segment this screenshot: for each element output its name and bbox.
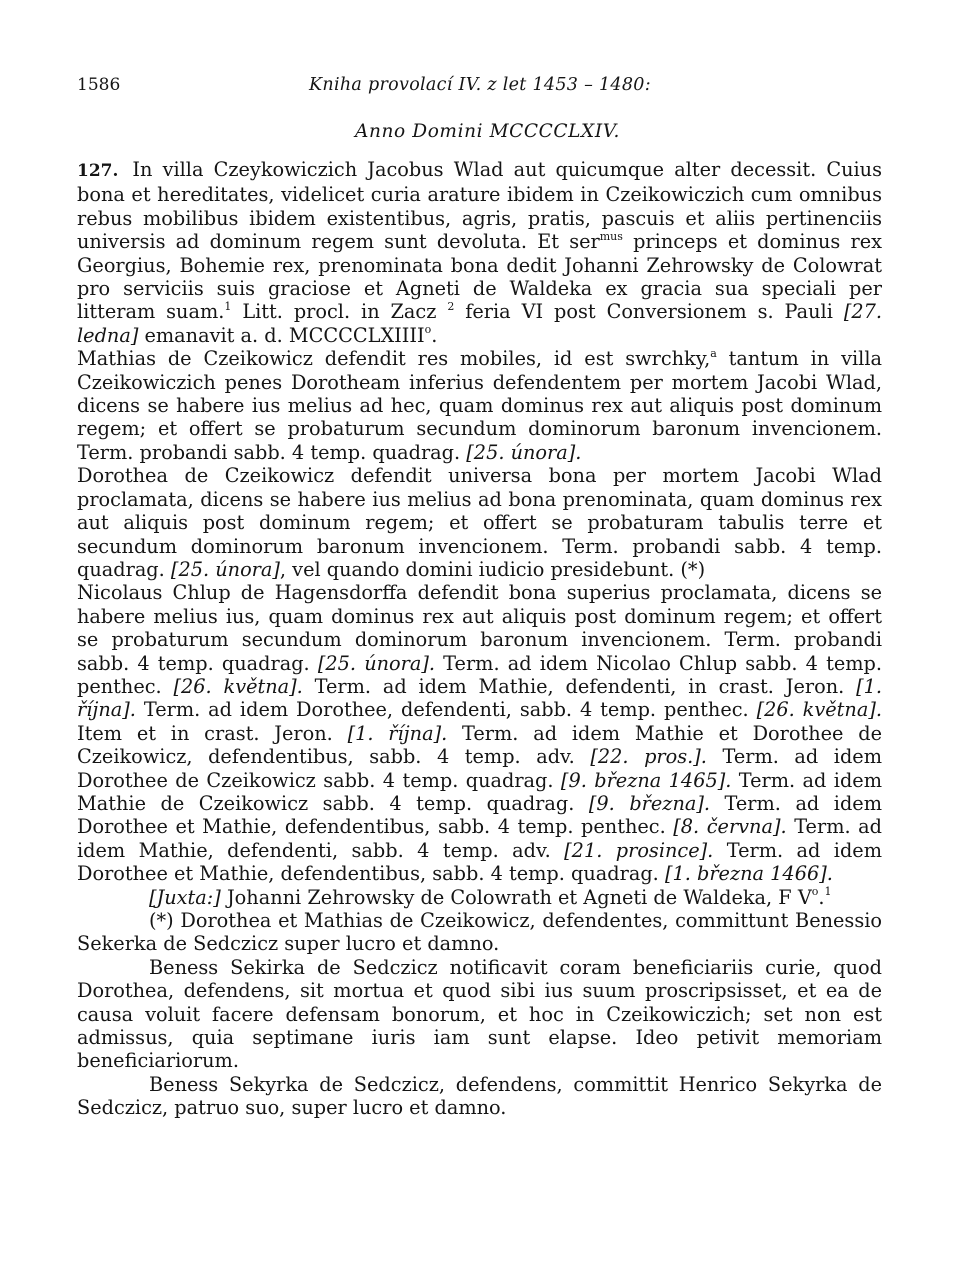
- date-annotation: [25. února].: [317, 651, 436, 675]
- page-header: [77, 70, 882, 110]
- date-annotation: [1. října].: [77, 674, 882, 722]
- date-annotation: [21. prosince].: [564, 838, 714, 862]
- date-annotation: [9. března 1465].: [560, 768, 732, 792]
- date-annotation: [22. pros.].: [590, 745, 707, 769]
- text-run: Term. ad idem Mathie, defendenti, sabb. 4 temp. adv.: [77, 815, 882, 862]
- paragraph-dorothea: [77, 464, 882, 581]
- year-heading-text: Anno Domini MCCCCLXIV.: [355, 121, 620, 142]
- date-annotation: [1. října].: [347, 721, 448, 745]
- text-run: .: [431, 323, 438, 347]
- footnote-mark: a: [710, 346, 717, 360]
- entry-number: 127.: [77, 161, 119, 181]
- text-run: Nicolaus Chlup de Hagensdorffa defendit bona superius proclamata, dicens se habere melius ius, quam dominus rex aut aliquis post dominum regem; et offert se probaturum secundum dominorum baronum invencionem. Term. probandi sabb. 4 temp. quadrag.: [77, 581, 882, 675]
- text-run: , vel quando domini iudicio presidebunt. (*): [279, 557, 706, 581]
- text-run: In villa Czeykowiczich Jacobus Wlad aut quicumque alter decessit. Cuius bona et hereditates, videlicet curia arature ibidem in Czeikowiczich cum omnibus rebus mobilibus ibidem existentibus, agris, pratis, pascuis et aliis pertinenciis universis ad dominum regem sunt devoluta. Et ser: [77, 158, 882, 254]
- date-annotation: [26. května].: [173, 674, 303, 698]
- date-annotation: [26. května].: [756, 698, 882, 722]
- text-run: .: [818, 885, 825, 909]
- text-run: Term. ad idem Mathie de Czeikowicz sabb. 4 temp. quadrag.: [77, 768, 882, 815]
- text-run: Item et in crast. Jeron.: [77, 721, 348, 745]
- footnote-mark: 1: [224, 300, 232, 314]
- superscript: mus: [599, 229, 623, 243]
- text-run: Litt. procl. in Zacz: [231, 300, 448, 324]
- juxta-annotation: [Juxta:]: [149, 885, 221, 909]
- text-run: Johanni Zehrowsky de Colowrath et Agneti de Waldeka, F V: [220, 885, 812, 909]
- paragraph-proclamation: [77, 158, 882, 347]
- text-run: tantum in villa Czeikowiczich penes Dorotheam inferius defendentem per mortem Jacobi Wlad, dicens se habere ius melius ad hec, quam dominus rex aut aliquis post dominum regem; et offert se probaturum secundum dominorum baronum invencionem. Term. probandi sabb. 4 temp. quadrag.: [77, 347, 882, 464]
- date-annotation: [25. února].: [466, 440, 582, 464]
- text-run: Term. ad idem Mathie, defendenti, in crast. Jeron.: [302, 674, 857, 698]
- text-run: princeps et dominus rex Georgius, Bohemie rex, prenominata bona dedit Johanni Zehrowsky de Colowrat pro serviciis suis graciose et Agneti de Waldeka ex gracia sua speciali per litteram suam.: [77, 230, 882, 324]
- text-run: Term. ad idem Dorothee et Mathie, defendentibus, sabb. 4 temp. quadrag.: [77, 838, 882, 886]
- paragraph-nicolaus: [77, 581, 882, 885]
- paragraph-mathias: [77, 347, 882, 464]
- text-run: Term. ad idem Dorothee de Czeikowicz sabb. 4 temp. quadrag.: [77, 745, 882, 792]
- paragraph-asterisk-note: (*) Dorothea et Mathias de Czeikowicz, defendentes, committunt Benessio Sekerka de Sedczicz super lucro et damno.: [77, 909, 882, 956]
- paragraph-beness-notice: Beness Sekirka de Sedczicz notificavit coram beneficiariis curie, quod Dorothea, defendens, sit mortua et quod sibi ius suum proscripsisset, et ea de causa voluit facere defensam bonorum, et hoc in Czeikowiczich; set non est admissus, quia septimane iuris iam sunt elapse. Ideo petivit memoriam beneficiariorum.: [77, 955, 882, 1073]
- date-annotation: [25. února]: [170, 557, 280, 581]
- paragraph-beness-commission: Beness Sekyrka de Sedczicz, defendens, committit Henrico Sekyrka de Sedczicz, patruo suo, super lucro et damno.: [77, 1072, 882, 1120]
- footnote-mark: 1: [824, 885, 832, 899]
- entry-body: [77, 158, 882, 1120]
- paragraph-juxta: [77, 886, 882, 909]
- text-run: feria VI post Conversionem s. Pauli: [454, 300, 844, 324]
- text-run: Dorothea de Czeikowicz defendit universa bona per mortem Jacobi Wlad proclamata, dicens se habere ius melius ad bona prenominata, quam dominus rex aut aliquis post dominum regem; et offert se probaturam tabulis terre et secundum dominorum baronum invencionem. Term. probandi sabb. 4 temp. quadrag.: [77, 464, 882, 581]
- running-title: Kniha provolací IV. z let 1453 – 1480:: [309, 75, 651, 95]
- date-annotation: [1. března 1466].: [664, 862, 833, 886]
- text-run: Mathias de Czeikowicz defendit res mobiles, id est swrchky,: [77, 347, 711, 371]
- year-heading: [77, 110, 882, 154]
- superscript: o: [811, 885, 819, 899]
- footnote-mark: 2: [447, 300, 455, 314]
- text-run: emanavit a. d. MCCCCLXIIII: [138, 323, 425, 347]
- text-run: Term. ad idem Dorothee, defendenti, sabb. 4 temp. penthec.: [135, 698, 757, 722]
- text-run: Term. ad idem Mathie et Dorothee de Czeikowicz, defendentibus, sabb. 4 temp. adv.: [77, 721, 882, 769]
- page-number: 1586: [77, 75, 121, 95]
- date-annotation: [9. března].: [588, 791, 711, 815]
- superscript: o: [424, 323, 432, 337]
- text-run: Term. ad idem Dorothee et Mathie, defendentibus, sabb. 4 temp. penthec.: [77, 791, 882, 839]
- date-annotation: [27. ledna]: [77, 300, 882, 347]
- text-run: Term. ad idem Nicolao Chlup sabb. 4 temp. penthec.: [77, 651, 882, 698]
- date-annotation: [8. června].: [673, 815, 787, 839]
